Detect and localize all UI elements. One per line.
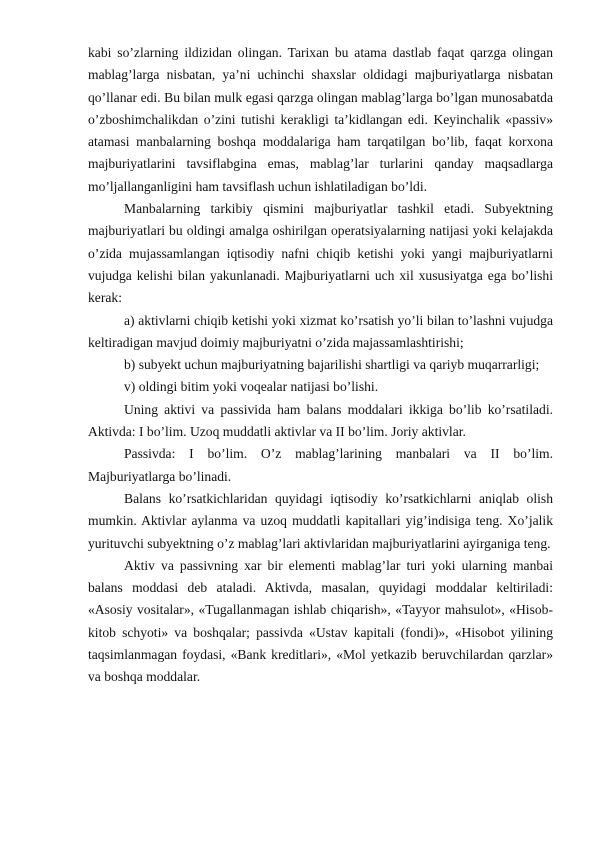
paragraph-passive-sections: Passivda: I bo’lim. O’z mablag’larining manbalari va II bo’lim. Majburiyatlarga bo’linadi. bbox=[88, 446, 553, 484]
list-item-b: b) subyekt uchun majburiyatning bajarilishi shartligi va qariyb muqarrarligi; bbox=[124, 357, 540, 373]
paragraph-liabilities: Manbalarning tarkibiy qismini majburiyatlar tashkil etadi. Subyektning majburiyatlari bu oldingi amalga oshirilgan operatsiyalarning natijasi yoki kelajakda o’zida mujassamlangan iqtisodiy nafni chiqib ketishi yoki yangi majburiyatlarni vujudga kelishi bilan yakunlanadi. Majburiyatlarni uch xil xususiyatga ega bo’lishi kerak: bbox=[88, 201, 553, 306]
list-item-v: v) oldingi bitim yoki voqealar natijasi bo’lishi. bbox=[124, 379, 379, 395]
paragraph-indicators: Balans ko’rsatkichlaridan quyidagi iqtisodiy ko’rsatkichlarni aniqlab olish mumkin. Aktivlar aylanma va uzoq muddatli kapitallari yig’indisiga teng. Xo’jalik yurituvchi subyektning o’z mablag’lari aktivlaridan majburiyatlarini ayirganiga teng. bbox=[88, 490, 553, 551]
document-page bbox=[88, 42, 553, 689]
paragraph-balance-items: Aktiv va passivning xar bir elementi mablag’lar turi yoki ularning manbai balans moddasi deb ataladi. Aktivda, masalan, quyidagi moddalar keltiriladi: «Asosiy vositalar», «Tugallanmagan ishlab chiqarish», «Tayyor mahsulot», «Hisob-kitob schyoti» va boshqalar; passivda «Ustav kapitali (fondi)», «Hisobot yilining taqsimlanmagan foydasi, «Bank kreditlari», «Mol yetkazib beruvchilardan qarzlar» va boshqa moddalar. bbox=[88, 557, 553, 685]
paragraph-continuation: kabi so’zlarning ildizidan olingan. Tarixan bu atama dastlab faqat qarzga olingan mablag’larga nisbatan, ya’ni uchinchi shaxslar oldidagi majburiyatlarga nisbatan qo’llanar edi. Bu bilan mulk egasi qarzga olingan mablag’larga bo’lgan munosabatda o’zboshimchalikdan o’zini tutishi kerakligi ta’kidlangan edi. Keyinchalik «passiv» atamasi manbalarning boshqa moddalariga ham tarqatilgan bo’lib, faqat korxona majburiyatlarini tavsiflabgina emas, mablag’lar turlarini qanday maqsadlarga mo’ljallanganligini ham tavsiflash uchun ishlatiladigan bo’ldi. bbox=[88, 45, 553, 194]
paragraph-balance-sections: Uning aktivi va passivida ham balans moddalari ikkiga bo’lib ko’rsatiladi. Aktivda: I bo’lim. Uzoq muddatli aktivlar va II bo’lim. Joriy aktivlar. bbox=[88, 401, 553, 440]
list-item-a: a) aktivlarni chiqib ketishi yoki xizmat ko’rsatish yo’li bilan to’lashni vujudga keltiradigan mavjud doimiy majburiyatni o’zida majassamlashtirishi; bbox=[88, 312, 553, 350]
